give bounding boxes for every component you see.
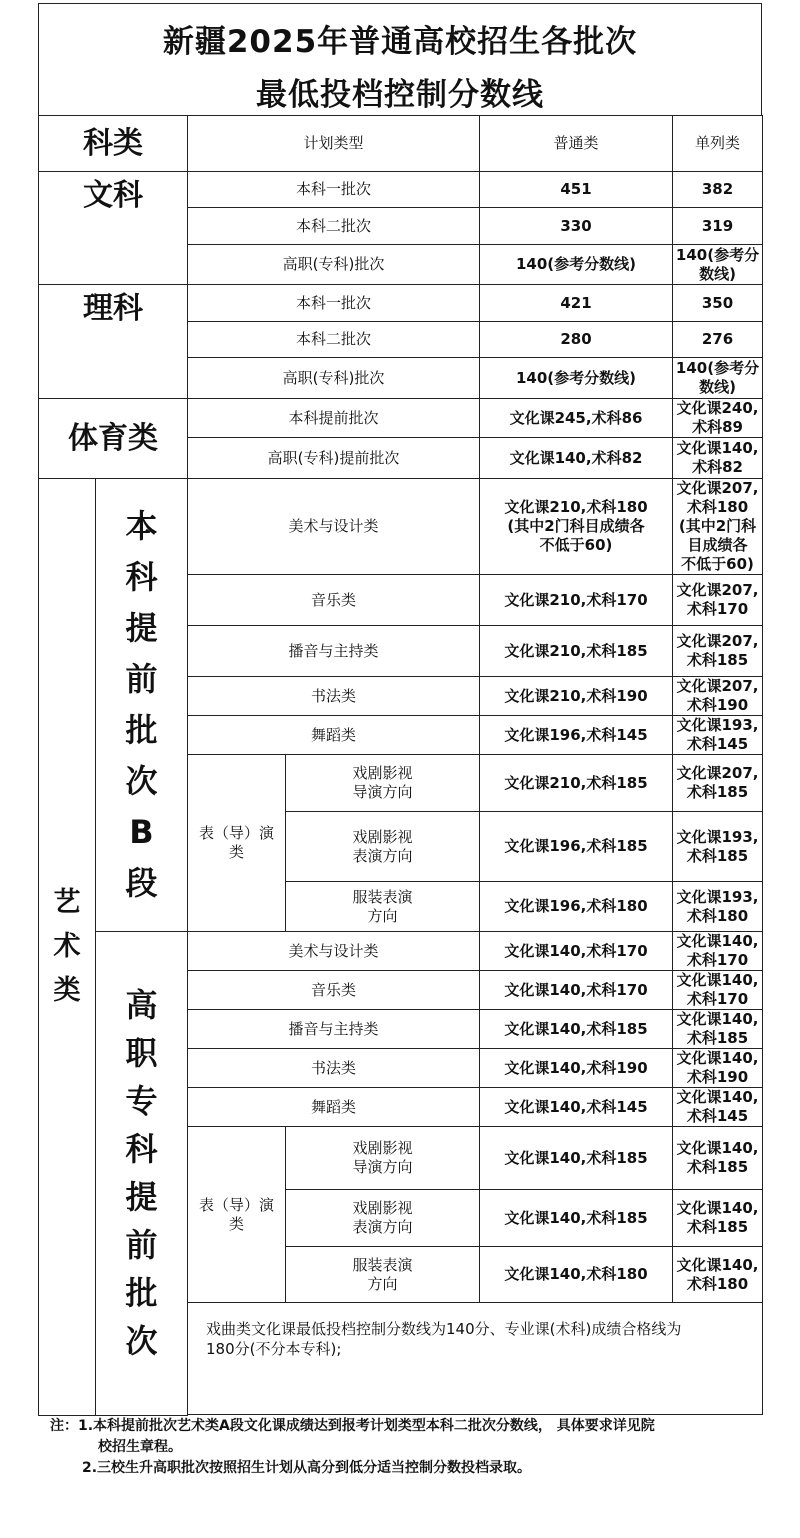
separate-score: 文化课207,术科185 bbox=[673, 626, 763, 677]
separate-score: 140(参考分数线) bbox=[673, 245, 763, 285]
category-wenke: 文科 bbox=[39, 172, 188, 285]
art-type-cell: 音乐类 bbox=[188, 575, 480, 626]
header-separate: 单列类 bbox=[673, 116, 763, 172]
separate-score: 319 bbox=[673, 208, 763, 245]
art-type-cell: 音乐类 bbox=[188, 971, 480, 1010]
direction-cell: 服装表演 方向 bbox=[286, 1247, 480, 1303]
category-like: 理科 bbox=[39, 285, 188, 399]
xiqu-note: 戏曲类文化课最低投档控制分数线为140分、专业课(术科)成绩合格线为 180分(不分本专科); bbox=[188, 1303, 763, 1415]
separate-score: 文化课140,术科82 bbox=[673, 438, 763, 479]
regular-score: 文化课140,术科190 bbox=[480, 1049, 673, 1088]
score-table bbox=[38, 115, 763, 1416]
separate-score: 文化课207,术科190 bbox=[673, 677, 763, 716]
regular-score: 文化课140,术科180 bbox=[480, 1247, 673, 1303]
regular-score: 文化课210,术科190 bbox=[480, 677, 673, 716]
performance-group-label: 表（导）演 类 bbox=[188, 1127, 286, 1303]
regular-score: 文化课245,术科86 bbox=[480, 399, 673, 438]
art-type-cell: 播音与主持类 bbox=[188, 1010, 480, 1049]
separate-score: 382 bbox=[673, 172, 763, 208]
separate-score: 文化课193,术科145 bbox=[673, 716, 763, 755]
footnote-line-1: 注：1.本科提前批次艺术类A段文化课成绩达到报考计划类型本科二批次分数线， 具体要求详见院 bbox=[50, 1418, 655, 1434]
table-row bbox=[39, 479, 763, 575]
page-title: 新疆2025年普通高校招生各批次 bbox=[162, 24, 638, 60]
direction-cell: 戏剧影视 导演方向 bbox=[286, 755, 480, 812]
footnote-line-2: 校招生章程。 bbox=[98, 1439, 182, 1455]
table-row bbox=[39, 399, 763, 438]
table-row bbox=[39, 172, 763, 208]
regular-score: 451 bbox=[480, 172, 673, 208]
separate-score: 文化课193,术科185 bbox=[673, 812, 763, 882]
art-type-cell: 播音与主持类 bbox=[188, 626, 480, 677]
separate-score: 文化课207,术科180 (其中2门科目成绩各 不低于60) bbox=[673, 479, 763, 575]
regular-score: 文化课210,术科185 bbox=[480, 755, 673, 812]
regular-score: 140(参考分数线) bbox=[480, 245, 673, 285]
score-table-sheet bbox=[38, 3, 762, 1378]
batch-cell: 本科一批次 bbox=[188, 172, 480, 208]
direction-cell: 戏剧影视 表演方向 bbox=[286, 812, 480, 882]
batch-cell: 本科二批次 bbox=[188, 322, 480, 358]
regular-score: 文化课140,术科185 bbox=[480, 1127, 673, 1190]
regular-score: 文化课140,术科82 bbox=[480, 438, 673, 479]
table-header-row bbox=[39, 116, 763, 172]
subcategory-benke-b: 本 科 提 前 批 次 B 段 bbox=[96, 479, 188, 932]
art-type-cell: 美术与设计类 bbox=[188, 479, 480, 575]
category-yishu: 艺 术 类 bbox=[39, 479, 96, 1416]
direction-cell: 戏剧影视 表演方向 bbox=[286, 1190, 480, 1247]
page-subtitle: 最低投档控制分数线 bbox=[256, 77, 544, 113]
separate-score: 276 bbox=[673, 322, 763, 358]
regular-score: 文化课196,术科185 bbox=[480, 812, 673, 882]
table-row bbox=[39, 932, 763, 971]
regular-score: 280 bbox=[480, 322, 673, 358]
separate-score: 文化课140,术科185 bbox=[673, 1127, 763, 1190]
subcategory-gaozhi: 高 职 专 科 提 前 批 次 bbox=[96, 932, 188, 1416]
regular-score: 文化课210,术科185 bbox=[480, 626, 673, 677]
title-box bbox=[38, 3, 762, 116]
batch-cell: 高职(专科)批次 bbox=[188, 358, 480, 399]
table-row bbox=[39, 285, 763, 322]
separate-score: 140(参考分数线) bbox=[673, 358, 763, 399]
separate-score: 文化课193,术科180 bbox=[673, 882, 763, 932]
art-type-cell: 书法类 bbox=[188, 677, 480, 716]
batch-cell: 本科提前批次 bbox=[188, 399, 480, 438]
art-type-cell: 书法类 bbox=[188, 1049, 480, 1088]
separate-score: 文化课140,术科180 bbox=[673, 1247, 763, 1303]
footnote-line-3: 2.三校生升高职批次按照招生计划从高分到低分适当控制分数投档录取。 bbox=[82, 1460, 532, 1476]
header-category: 科类 bbox=[39, 116, 188, 172]
batch-cell: 高职(专科)提前批次 bbox=[188, 438, 480, 479]
separate-score: 文化课140,术科185 bbox=[673, 1010, 763, 1049]
separate-score: 文化课207,术科185 bbox=[673, 755, 763, 812]
header-plan-type: 计划类型 bbox=[188, 116, 480, 172]
footnote bbox=[50, 1416, 770, 1479]
art-type-cell: 舞蹈类 bbox=[188, 716, 480, 755]
art-type-cell: 美术与设计类 bbox=[188, 932, 480, 971]
direction-cell: 服装表演 方向 bbox=[286, 882, 480, 932]
regular-score: 330 bbox=[480, 208, 673, 245]
separate-score: 文化课140,术科170 bbox=[673, 932, 763, 971]
separate-score: 文化课140,术科190 bbox=[673, 1049, 763, 1088]
regular-score: 文化课140,术科170 bbox=[480, 971, 673, 1010]
regular-score: 文化课140,术科185 bbox=[480, 1190, 673, 1247]
regular-score: 140(参考分数线) bbox=[480, 358, 673, 399]
separate-score: 文化课140,术科170 bbox=[673, 971, 763, 1010]
regular-score: 文化课140,术科185 bbox=[480, 1010, 673, 1049]
batch-cell: 高职(专科)批次 bbox=[188, 245, 480, 285]
header-regular: 普通类 bbox=[480, 116, 673, 172]
separate-score: 文化课207,术科170 bbox=[673, 575, 763, 626]
performance-group-label: 表（导）演 类 bbox=[188, 755, 286, 932]
regular-score: 文化课140,术科170 bbox=[480, 932, 673, 971]
regular-score: 文化课140,术科145 bbox=[480, 1088, 673, 1127]
regular-score: 文化课196,术科180 bbox=[480, 882, 673, 932]
regular-score: 421 bbox=[480, 285, 673, 322]
regular-score: 文化课210,术科170 bbox=[480, 575, 673, 626]
batch-cell: 本科一批次 bbox=[188, 285, 480, 322]
separate-score: 文化课240,术科89 bbox=[673, 399, 763, 438]
art-type-cell: 舞蹈类 bbox=[188, 1088, 480, 1127]
direction-cell: 戏剧影视 导演方向 bbox=[286, 1127, 480, 1190]
category-tiyu: 体育类 bbox=[39, 399, 188, 479]
batch-cell: 本科二批次 bbox=[188, 208, 480, 245]
separate-score: 文化课140,术科185 bbox=[673, 1190, 763, 1247]
regular-score: 文化课210,术科180 (其中2门科目成绩各 不低于60) bbox=[480, 479, 673, 575]
separate-score: 文化课140,术科145 bbox=[673, 1088, 763, 1127]
regular-score: 文化课196,术科145 bbox=[480, 716, 673, 755]
separate-score: 350 bbox=[673, 285, 763, 322]
